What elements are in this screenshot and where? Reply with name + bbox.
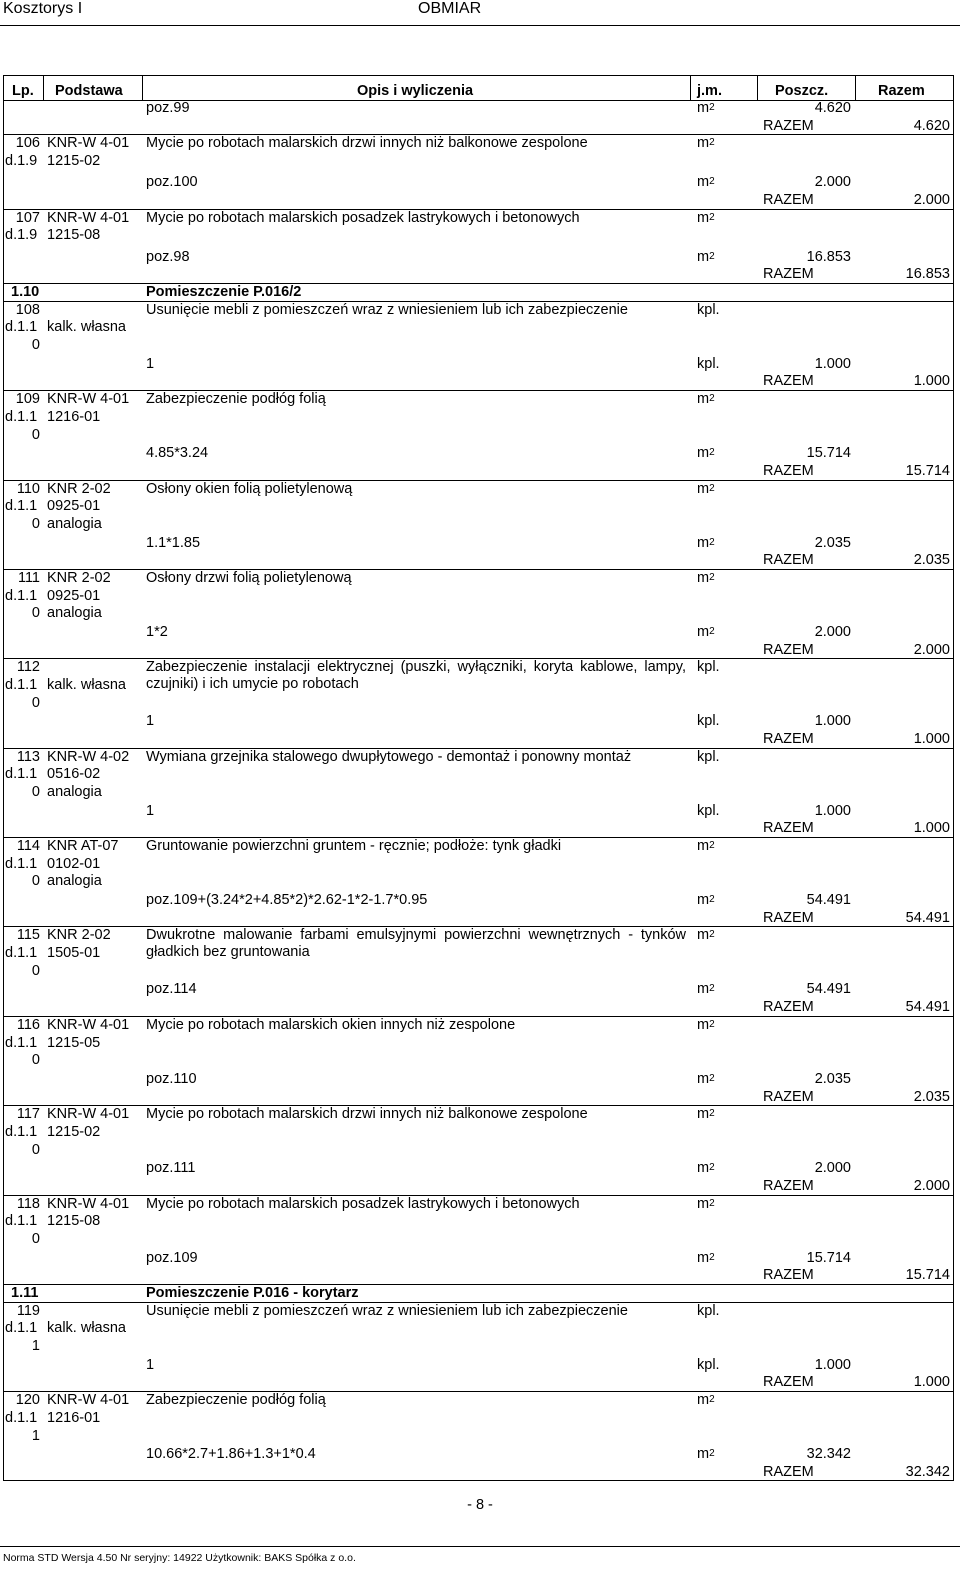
unit-symbol: kpl. [697,713,720,730]
unit [697,1250,715,1267]
item-suffix: 0 [31,515,40,532]
row-divider [3,837,953,838]
column-header-jm: j.m. [697,83,722,99]
unit [697,535,715,552]
razem-label: RAZEM [763,1177,814,1194]
norm-basis: analogia [47,605,102,622]
item-description: Zabezpieczenie instalacji elektrycznej (puszki, wyłączniki, koryta kablowe, lampy, czujniki) i ich umycie po robotach [146,659,686,693]
razem-label: RAZEM [763,999,814,1016]
norm-basis: KNR-W 4-01 [47,1392,130,1409]
row-divider [3,1284,953,1285]
partial-quantity: 54.491 [806,981,851,998]
norm-basis: kalk. własna [47,677,126,694]
unit [697,391,715,408]
unit-exponent: 2 [709,1108,715,1120]
unit [697,1392,715,1409]
norm-basis: KNR-W 4-01 [47,391,130,408]
unit-symbol: kpl. [697,1302,720,1319]
item-code: d.1.1 [5,766,38,783]
norm-basis: 1215-02 [47,1123,101,1140]
header-divider [0,25,960,26]
item-code: d.1.1 [5,1320,38,1337]
razem-label: RAZEM [763,192,814,209]
norm-basis: KNR-W 4-01 [47,1106,130,1123]
unit [697,1071,715,1088]
item-suffix: 1 [31,1427,40,1444]
item-number: 106 [15,135,40,152]
item-number: 116 [16,1016,40,1033]
unit-symbol: m [697,135,710,152]
total-quantity: 54.491 [905,909,950,926]
item-description: Zabezpieczenie podłóg folią [146,391,326,408]
razem-label: RAZEM [763,117,814,134]
unit-exponent: 2 [709,571,715,583]
razem-label: RAZEM [763,1463,814,1480]
unit-exponent: 2 [709,1162,715,1174]
unit [697,749,720,766]
row-divider [3,658,953,659]
item-description: Osłony okien folią polietylenową [146,480,353,497]
item-description: Wymiana grzejnika stalowego dwupłytowego - demontaż i ponowny montaż [146,748,632,765]
column-divider [3,75,4,100]
norm-basis: kalk. własna [47,1320,126,1337]
norm-basis: KNR 2-02 [47,569,111,586]
total-quantity: 1.000 [913,820,950,837]
norm-basis: 0102-01 [47,855,101,872]
item-description: Mycie po robotach malarskich posadzek lastrykowych i betonowych [146,209,580,226]
norm-basis: KNR-W 4-02 [47,748,130,765]
razem-label: RAZEM [763,641,814,658]
unit [697,481,715,498]
partial-quantity: 16.853 [806,248,851,265]
unit-symbol: m [697,1195,710,1212]
column-divider [855,75,856,100]
unit-exponent: 2 [709,625,715,637]
unit [697,302,720,319]
unit-symbol: m [697,391,710,408]
column-divider [953,75,954,100]
row-divider [3,100,953,101]
row-divider [3,283,953,284]
software-footer: Norma STD Wersja 4.50 Nr seryjny: 14922 Użytkownik: BAKS Spółka z o.o. [3,1552,356,1564]
unit-symbol: m [697,1160,710,1177]
partial-quantity: 2.000 [814,623,851,640]
unit-symbol: m [697,927,710,944]
item-description: Osłony drzwi folią polietylenową [146,569,352,586]
unit-symbol: m [697,1016,710,1033]
unit-symbol: m [697,248,710,265]
norm-basis: KNR-W 4-01 [47,1195,130,1212]
norm-basis: 1215-08 [47,1213,101,1230]
row-divider [3,301,953,302]
unit-symbol: m [697,209,710,226]
norm-basis: 1505-01 [47,945,101,962]
row-divider [3,1195,953,1196]
norm-basis: KNR-W 4-01 [47,135,130,152]
unit-exponent: 2 [709,1448,715,1460]
unit-symbol: m [697,1446,710,1463]
item-description: Zabezpieczenie podłóg folią [146,1392,326,1409]
partial-quantity: 2.035 [814,1070,851,1087]
table-right-border [953,100,954,1481]
row-divider [3,569,953,570]
unit-symbol: m [697,1070,710,1087]
razem-label: RAZEM [763,820,814,837]
calculation-expression: poz.100 [146,174,198,191]
norm-basis: 0925-01 [47,587,101,604]
unit-exponent: 2 [709,482,715,494]
item-suffix: 0 [31,1141,40,1158]
norm-basis: analogia [47,873,102,890]
unit [697,803,720,820]
unit-symbol: m [697,569,710,586]
calculation-expression: poz.98 [146,248,190,265]
norm-basis: 0925-01 [47,498,101,515]
item-code: d.1.9 [5,153,38,170]
total-quantity: 2.000 [913,1177,950,1194]
section-title: Pomieszczenie P.016 - korytarz [146,1285,359,1301]
unit-symbol: kpl. [697,355,720,372]
document-title: Kosztorys I [3,0,83,17]
item-suffix: 0 [31,426,40,443]
unit [697,624,715,641]
unit [697,135,715,152]
norm-basis: 1215-02 [47,153,101,170]
row-divider [3,1391,953,1392]
item-number: 113 [16,748,40,765]
item-code: d.1.1 [5,677,38,694]
partial-quantity: 4.620 [814,100,851,116]
row-divider [3,1105,953,1106]
unit-exponent: 2 [709,211,715,223]
unit [697,838,715,855]
calculation-expression: 1.1*1.85 [146,534,201,551]
item-suffix: 0 [31,337,40,354]
calculation-expression: poz.109+(3.24*2+4.85*2)*2.62-1*2-1.7*0.95 [146,892,428,909]
item-code: d.1.1 [5,1123,38,1140]
norm-basis: analogia [47,784,102,801]
section-title: Pomieszczenie P.016/2 [146,284,302,301]
column-header-podstawa: Podstawa [55,83,123,99]
unit [697,100,715,117]
total-quantity: 2.035 [913,1088,950,1105]
unit-symbol: m [697,480,710,497]
norm-basis: KNR-W 4-01 [47,1016,130,1033]
unit [697,892,715,909]
total-quantity: 2.000 [913,641,950,658]
unit [697,356,720,373]
unit [697,1357,720,1374]
row-divider [3,134,953,135]
item-code: d.1.1 [5,1409,38,1426]
item-code: d.1.1 [5,408,38,425]
partial-quantity: 1.000 [814,355,851,372]
item-code: d.1.1 [5,498,38,515]
unit [697,659,720,676]
norm-basis: 1215-08 [47,227,101,244]
unit-exponent: 2 [709,1197,715,1209]
unit-symbol: m [697,1106,710,1123]
unit-symbol: m [697,838,710,855]
unit-exponent: 2 [709,1394,715,1406]
calculation-expression: 1 [146,802,155,819]
razem-label: RAZEM [763,1374,814,1391]
norm-basis: KNR AT-07 [47,838,119,855]
calculation-expression: 1 [146,713,155,730]
total-quantity: 2.035 [913,552,950,569]
item-number: 110 [16,480,40,497]
calculation-expression: 1*2 [146,623,168,640]
item-number: 108 [15,301,40,318]
item-number: 117 [16,1106,40,1123]
unit-exponent: 2 [709,840,715,852]
item-code: d.1.1 [5,1213,38,1230]
item-suffix: 1 [31,1338,40,1355]
item-number: 107 [15,209,40,226]
item-code: d.1.1 [5,1034,38,1051]
partial-quantity: 2.000 [814,1160,851,1177]
unit-exponent: 2 [709,536,715,548]
row-divider [3,209,953,210]
unit [697,1017,715,1034]
unit-symbol: m [697,892,710,909]
partial-quantity: 1.000 [814,1356,851,1373]
item-suffix: 0 [31,605,40,622]
norm-basis: KNR 2-02 [47,480,111,497]
unit [697,1196,715,1213]
razem-label: RAZEM [763,462,814,479]
unit-exponent: 2 [709,102,715,113]
calculation-expression: poz.99 [146,100,190,116]
item-description: Dwukrotne malowanie farbami emulsyjnymi powierzchni wewnętrznych - tynków gładkich bez gruntowania [146,927,686,961]
item-number: 114 [16,838,40,855]
item-suffix: 0 [31,873,40,890]
norm-basis: 1216-01 [47,408,101,425]
item-description: Mycie po robotach malarskich posadzek lastrykowych i betonowych [146,1195,580,1212]
unit-symbol: m [697,1249,710,1266]
unit [697,1160,715,1177]
table-left-border [3,100,4,1481]
unit-exponent: 2 [709,250,715,262]
total-quantity: 16.853 [905,266,950,283]
page-number: - 8 - [467,1497,493,1513]
item-number: 109 [15,391,40,408]
unit-exponent: 2 [709,1251,715,1263]
partial-quantity: 32.342 [806,1446,851,1463]
total-quantity: 1.000 [913,731,950,747]
total-quantity: 15.714 [905,462,950,479]
norm-basis: 1215-05 [47,1034,101,1051]
unit-exponent: 2 [709,137,715,149]
razem-label: RAZEM [763,552,814,569]
item-number: 118 [16,1195,40,1212]
razem-label: RAZEM [763,731,814,747]
total-quantity: 1.000 [913,373,950,390]
calculation-expression: poz.114 [146,981,197,998]
razem-label: RAZEM [763,266,814,283]
column-divider [43,75,44,100]
item-number: 119 [16,1302,40,1319]
partial-quantity: 1.000 [814,802,851,819]
unit-symbol: m [697,534,710,551]
unit-exponent: 2 [709,1018,715,1030]
section-number: 1.10 [11,284,40,301]
unit [697,174,715,191]
unit [697,1106,715,1123]
item-suffix: 0 [31,1231,40,1248]
footer-divider [0,1546,960,1547]
partial-quantity: 1.000 [814,713,851,730]
item-number: 120 [15,1392,40,1409]
norm-basis: 1216-01 [47,1409,101,1426]
calculation-expression: 1 [146,355,155,372]
item-description: Mycie po robotach malarskich okien innych niż zespolone [146,1016,516,1033]
total-quantity: 2.000 [913,192,950,209]
unit [697,249,715,266]
column-header-opis: Opis i wyliczenia [357,83,474,99]
unit-symbol: m [697,1392,710,1409]
item-suffix: 0 [31,694,40,711]
item-code: d.1.1 [5,319,38,336]
row-divider [3,390,953,391]
norm-basis: analogia [47,515,102,532]
norm-basis: kalk. własna [47,319,126,336]
item-description: Usunięcie mebli z pomieszczeń wraz z wniesieniem lub ich zabezpieczenie [146,301,628,318]
calculation-expression: poz.109 [146,1249,198,1266]
unit-symbol: kpl. [697,659,720,676]
unit [697,445,715,462]
calculation-expression: 4.85*3.24 [146,445,209,462]
norm-basis: 0516-02 [47,766,101,783]
unit-symbol: kpl. [697,802,720,819]
unit-exponent: 2 [709,929,715,941]
unit [697,210,715,227]
unit-symbol: m [697,100,710,116]
partial-quantity: 15.714 [806,1249,851,1266]
total-quantity: 1.000 [913,1374,950,1391]
partial-quantity: 2.000 [814,174,851,191]
item-description: Mycie po robotach malarskich drzwi innych niż balkonowe zespolone [146,135,588,152]
norm-basis: KNR-W 4-01 [47,209,130,226]
unit [697,927,715,944]
unit-exponent: 2 [709,447,715,459]
item-number: 111 [17,569,40,586]
razem-label: RAZEM [763,1088,814,1105]
partial-quantity: 15.714 [806,445,851,462]
item-number: 115 [16,927,40,944]
unit-exponent: 2 [709,393,715,405]
item-description: Mycie po robotach malarskich drzwi innych niż balkonowe zespolone [146,1106,588,1123]
row-divider [3,1302,953,1303]
unit [697,1303,720,1320]
column-divider [757,75,758,100]
column-divider [142,75,143,100]
partial-quantity: 2.035 [814,534,851,551]
unit-exponent: 2 [709,894,715,906]
table-top-border [3,75,953,76]
unit-symbol: kpl. [697,748,720,765]
item-code: d.1.1 [5,855,38,872]
razem-label: RAZEM [763,373,814,390]
calculation-expression: 10.66*2.7+1.86+1.3+1*0.4 [146,1446,316,1463]
row-divider [3,1480,953,1481]
item-description: Gruntowanie powierzchni gruntem - ręcznie; podłoże: tynk gładki [146,838,562,855]
row-divider [3,926,953,927]
norm-basis: KNR 2-02 [47,927,111,944]
item-suffix: 0 [31,962,40,979]
unit-symbol: m [697,174,710,191]
calculation-expression: poz.111 [146,1160,196,1177]
total-quantity: 54.491 [905,999,950,1016]
item-code: d.1.9 [5,227,38,244]
item-suffix: 0 [31,1052,40,1069]
partial-quantity: 54.491 [806,892,851,909]
item-code: d.1.1 [5,945,38,962]
item-number: 112 [16,659,40,676]
unit-exponent: 2 [709,983,715,995]
unit-symbol: kpl. [697,301,720,318]
item-description: Usunięcie mebli z pomieszczeń wraz z wniesieniem lub ich zabezpieczenie [146,1302,628,1319]
unit-exponent: 2 [709,176,715,188]
item-code: d.1.1 [5,587,38,604]
section-number: 1.11 [11,1285,39,1301]
total-quantity: 4.620 [913,117,950,134]
column-header-razem: Razem [878,83,925,99]
unit [697,1446,715,1463]
unit [697,570,715,587]
unit-symbol: m [697,981,710,998]
total-quantity: 15.714 [905,1267,950,1284]
row-divider [3,1016,953,1017]
razem-label: RAZEM [763,909,814,926]
razem-label: RAZEM [763,1267,814,1284]
unit-exponent: 2 [709,1072,715,1084]
item-suffix: 0 [31,784,40,801]
unit-symbol: m [697,623,710,640]
unit [697,713,720,730]
section-title: OBMIAR [418,0,482,17]
unit [697,981,715,998]
calculation-expression: 1 [146,1356,155,1373]
column-divider [690,75,691,100]
total-quantity: 32.342 [905,1463,950,1480]
unit-symbol: m [697,445,710,462]
column-header-lp: Lp. [12,83,34,99]
column-header-poszcz: Poszcz. [775,83,829,99]
unit-symbol: kpl. [697,1356,720,1373]
calculation-expression: poz.110 [146,1070,197,1087]
row-divider [3,480,953,481]
row-divider [3,748,953,749]
